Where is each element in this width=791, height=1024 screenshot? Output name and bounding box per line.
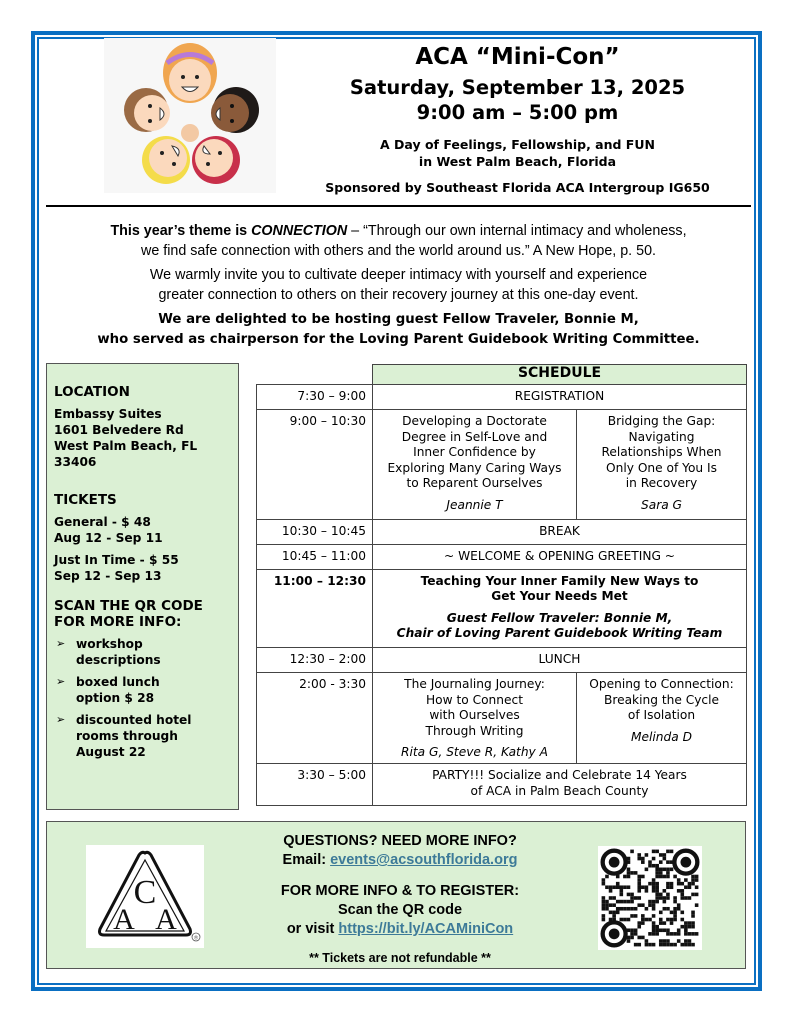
workshop-title-line: Exploring Many Caring Ways xyxy=(387,460,562,475)
email-line xyxy=(220,851,580,870)
list-item xyxy=(56,636,231,668)
table-row xyxy=(257,569,747,647)
workshop-title-line: Degree in Self-Love and xyxy=(401,429,548,444)
location-heading: LOCATION xyxy=(54,384,130,400)
theme-paragraph xyxy=(46,222,751,261)
keynote-guest-line: Chair of Loving Parent Guidebook Writing Team xyxy=(396,626,723,641)
questions-block xyxy=(220,832,580,870)
list-item-text: August 22 xyxy=(76,745,146,759)
guest-paragraph xyxy=(46,310,751,349)
workshop-cell xyxy=(373,672,577,763)
visit-line xyxy=(220,920,580,939)
ticket-price: General - $ 48 xyxy=(54,515,151,529)
presenter-name: Melinda D xyxy=(631,729,692,744)
list-item-text: discounted hotel xyxy=(76,713,192,727)
list-item-text: rooms through xyxy=(76,729,178,743)
register-heading: FOR MORE INFO & TO REGISTER: xyxy=(280,883,520,899)
registered-mark: ® xyxy=(193,935,199,942)
table-row xyxy=(257,410,747,520)
qr-heading xyxy=(54,598,231,630)
tagline-line-1: A Day of Feelings, Fellowship, and FUN xyxy=(380,137,655,152)
location-line: West Palm Beach, FL xyxy=(54,439,198,453)
list-item-text: workshop xyxy=(76,637,143,651)
event-cell xyxy=(373,763,747,805)
ticket-dates: Aug 12 - Sep 11 xyxy=(54,531,163,545)
keynote-guest xyxy=(379,611,740,642)
workshop-title-line: The Journaling Journey: xyxy=(404,676,545,691)
workshop-title-line: How to Connect xyxy=(426,692,523,707)
arrow-bullet-icon: ➢ xyxy=(56,713,66,726)
time-cell: 10:45 – 11:00 xyxy=(257,544,373,569)
workshop-title-line: Navigating xyxy=(628,429,695,444)
table-row xyxy=(257,385,747,410)
time-cell: 7:30 – 9:00 xyxy=(257,385,373,410)
ticket-just-in-time xyxy=(54,552,231,584)
visit-label: or visit xyxy=(286,921,339,937)
logo-letter-c: C xyxy=(133,874,157,911)
list-item xyxy=(56,674,231,706)
table-row xyxy=(257,647,747,672)
workshop-title-line: Inner Confidence by xyxy=(413,445,536,460)
refund-note: ** Tickets are not refundable ** xyxy=(309,951,491,965)
workshop-title-line: Only One of You Is xyxy=(606,460,717,475)
presenter-name: Sara G xyxy=(640,497,682,512)
list-item-text: boxed lunch xyxy=(76,675,160,689)
questions-heading: QUESTIONS? NEED MORE INFO? xyxy=(283,833,517,849)
qr-finder-dot xyxy=(609,928,620,939)
sponsor-line: Sponsored by Southeast Florida ACA Intergroup IG650 xyxy=(325,180,710,195)
ticket-price: Just In Time - $ 55 xyxy=(54,553,179,567)
table-row xyxy=(257,763,747,805)
workshop-title-line: Developing a Doctorate xyxy=(402,414,547,428)
theme-word: CONNECTION xyxy=(251,223,348,239)
info-sidebar xyxy=(46,363,239,810)
event-line: PARTY!!! Socialize and Celebrate 14 Years xyxy=(432,767,687,782)
event-cell: LUNCH xyxy=(373,647,747,672)
time-cell: 12:30 – 2:00 xyxy=(257,647,373,672)
workshop-cell xyxy=(577,672,747,763)
theme-quote-2: we find safe connection with others and the world around us.” A New Hope, p. 50. xyxy=(141,242,656,259)
tickets-heading: TICKETS xyxy=(54,492,117,508)
list-item-text: option $ 28 xyxy=(76,691,155,705)
schedule-heading: SCHEDULE xyxy=(373,365,747,385)
event-line: of ACA in Palm Beach County xyxy=(470,783,649,798)
event-time: 9:00 am – 5:00 pm xyxy=(416,101,619,124)
schedule-table xyxy=(256,364,747,806)
arrow-bullet-icon: ➢ xyxy=(56,637,66,650)
event-cell: BREAK xyxy=(373,519,747,544)
logo-letter-a1: A xyxy=(113,903,135,936)
ticket-dates: Sep 12 - Sep 13 xyxy=(54,569,162,583)
presenter-name: Rita G, Steve R, Kathy A xyxy=(401,745,548,760)
keynote-title-line: Teaching Your Inner Family New Ways to xyxy=(420,573,699,588)
arrow-bullet-icon: ➢ xyxy=(56,675,66,688)
workshop-title-line: Breaking the Cycle xyxy=(603,692,720,707)
aca-logo xyxy=(86,845,204,948)
keynote-guest-line: Guest Fellow Traveler: Bonnie M, xyxy=(446,610,673,625)
qr-heading-line-2: FOR MORE INFO: xyxy=(54,614,182,630)
table-row xyxy=(257,544,747,569)
workshop-cell xyxy=(373,410,577,520)
qr-finder-dot xyxy=(609,857,620,868)
invite-line-1: We warmly invite you to cultivate deeper intimacy with yourself and experience xyxy=(149,267,648,283)
time-cell: 9:00 – 10:30 xyxy=(257,410,373,520)
child-bottom-right xyxy=(192,136,240,184)
location-line: 1601 Belvedere Rd xyxy=(54,423,184,437)
email-label: Email: xyxy=(282,852,331,868)
header-divider xyxy=(46,205,751,207)
location-address xyxy=(54,406,231,470)
workshop-title-line: of Isolation xyxy=(627,708,696,723)
event-tagline xyxy=(290,136,745,170)
theme-quote-1: – “Through our own internal intimacy and wholeness, xyxy=(347,223,687,239)
qr-info-list xyxy=(54,636,231,760)
guest-line-2: who served as chairperson for the Loving Parent Guidebook Writing Committee. xyxy=(97,331,700,347)
list-item-text: descriptions xyxy=(76,653,161,667)
table-row xyxy=(257,672,747,763)
qr-code[interactable] xyxy=(598,846,702,950)
location-line: Embassy Suites xyxy=(54,407,162,421)
time-cell: 3:30 – 5:00 xyxy=(257,763,373,805)
workshop-title-line: Opening to Connection: xyxy=(589,676,734,691)
event-cell: ~ WELCOME & OPENING GREETING ~ xyxy=(373,544,747,569)
email-link[interactable]: events@acsouthflorida.org xyxy=(330,852,518,868)
invite-line-2: greater connection to others on their recovery journey at this one-day event. xyxy=(158,286,639,303)
children-circle-illustration xyxy=(104,38,276,193)
workshop-title-line: with Ourselves xyxy=(429,708,520,723)
register-block xyxy=(220,882,580,939)
ticket-general xyxy=(54,514,231,546)
list-item xyxy=(56,712,231,760)
schedule-header-row xyxy=(257,365,747,385)
time-cell: 10:30 – 10:45 xyxy=(257,519,373,544)
presenter-name: Jeannie T xyxy=(446,497,503,512)
workshop-title-line: Relationships When xyxy=(601,445,722,460)
theme-lead: This year’s theme is xyxy=(110,223,252,239)
joined-hands xyxy=(181,124,199,142)
workshop-title-line: Bridging the Gap: xyxy=(607,414,716,428)
keynote-cell xyxy=(373,569,747,647)
invite-paragraph xyxy=(46,266,751,305)
qr-heading-line-1: SCAN THE QR CODE xyxy=(54,598,203,614)
scan-line: Scan the QR code xyxy=(337,902,463,918)
table-row xyxy=(257,519,747,544)
time-cell: 11:00 – 12:30 xyxy=(257,569,373,647)
register-url-link[interactable]: https://bit.ly/ACAMiniCon xyxy=(338,921,514,937)
time-cell: 2:00 - 3:30 xyxy=(257,672,373,763)
location-line: 33406 xyxy=(54,455,97,469)
keynote-title-line: Get Your Needs Met xyxy=(491,589,628,604)
child-bottom-left xyxy=(142,136,190,184)
child-top xyxy=(163,43,217,103)
guest-line-1: We are delighted to be hosting guest Fellow Traveler, Bonnie M, xyxy=(158,312,639,327)
event-title: ACA “Mini-Con” xyxy=(415,44,620,70)
workshop-title-line: to Reparent Ourselves xyxy=(406,476,543,491)
qr-finder-dot xyxy=(680,857,691,868)
logo-letter-a2: A xyxy=(155,903,177,936)
event-cell: REGISTRATION xyxy=(373,385,747,410)
workshop-title-line: Through Writing xyxy=(425,723,524,738)
tagline-line-2: in West Palm Beach, Florida xyxy=(418,154,617,169)
workshop-cell xyxy=(577,410,747,520)
workshop-title-line: in Recovery xyxy=(625,476,698,491)
event-date: Saturday, September 13, 2025 xyxy=(349,76,686,99)
